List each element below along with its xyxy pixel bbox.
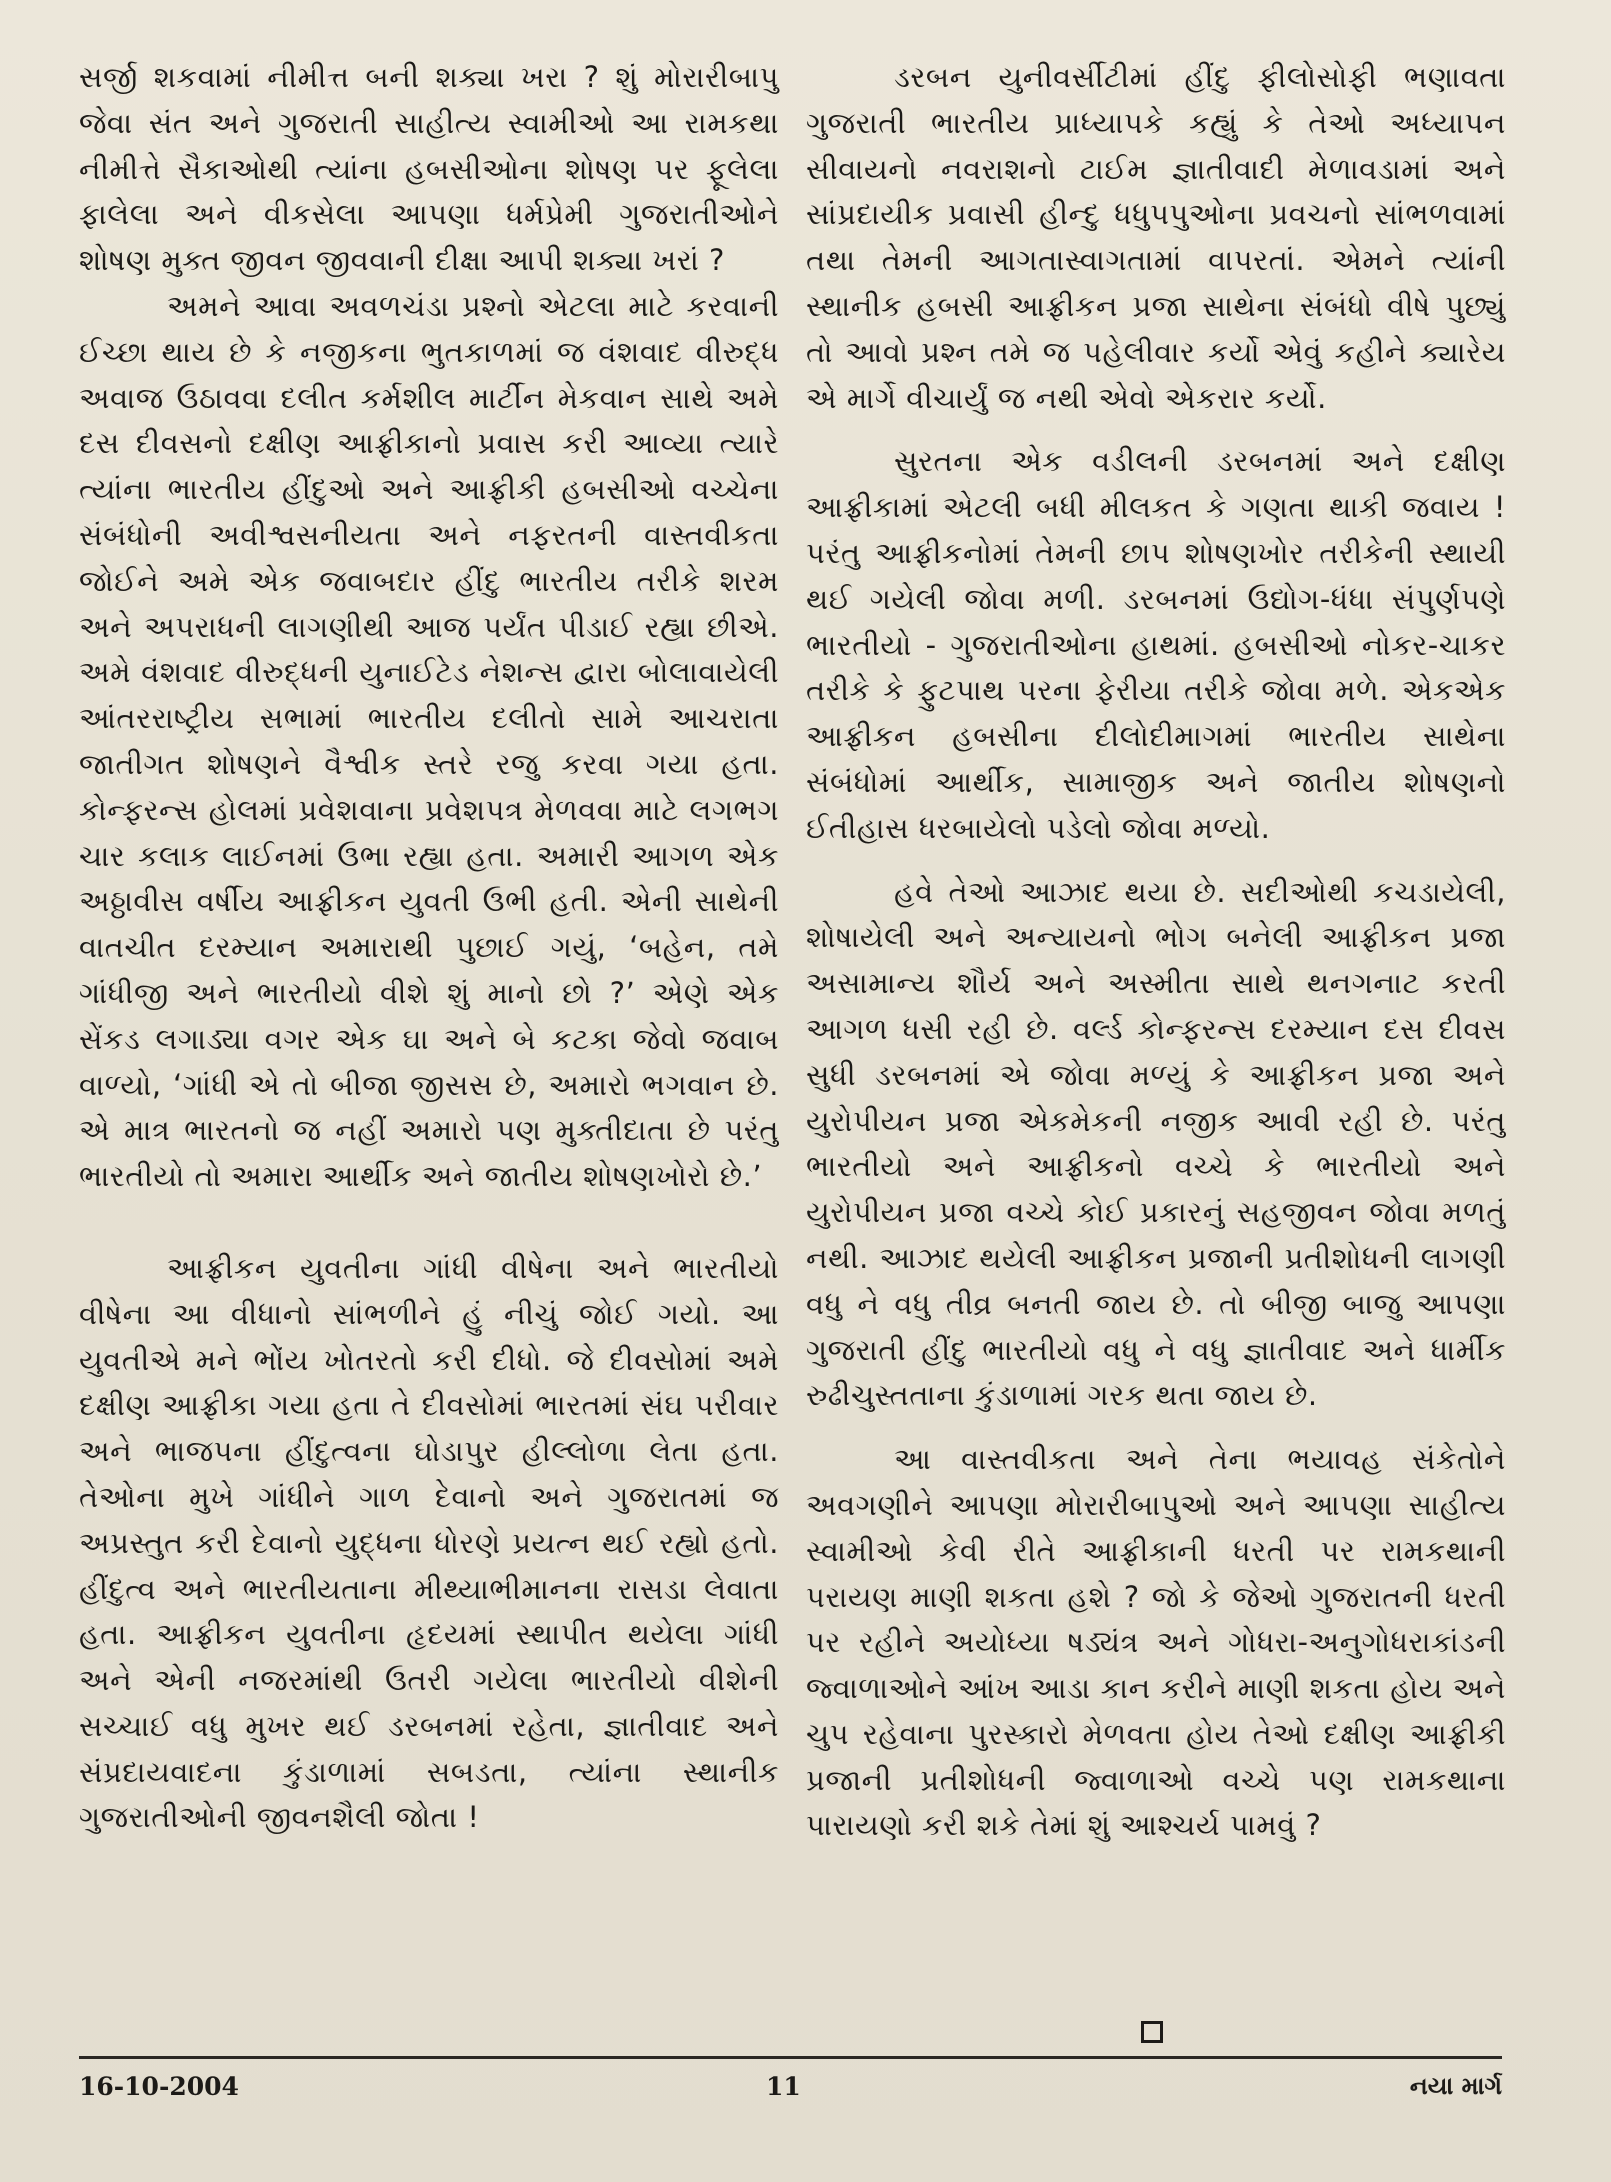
right-column — [806, 55, 1506, 1849]
publication-title: નયા માર્ગ — [1409, 2072, 1502, 2100]
left-column — [79, 55, 779, 1841]
right-paragraph-4: આ વાસ્તવીકતા અને તેના ભયાવહ સંકેતોને અવગણીને આપણા મોરારીબાપુઓ અને આપણા સાહીત્ય સ્વામીઓ કેવી રીતે આફ્રીકાની ધરતી પર રામકથાની પરાયણ માણી શકતા હશે ? જો કે જેઓ ગુજરાતની ધરતી પર રહીને અયોધ્યા ષડ્યંત્ર અને ગોધરા-અનુગોધરાકાંડની જ્વાળાઓને આંખ આડા કાન કરીને માણી શકતા હોય અને ચુપ રહેવાના પુરસ્કારો મેળવતા હોય તેઓ દક્ષીણ આફ્રીકી પ્રજાની પ્રતીશોધની જ્વાળાઓ વચ્ચે પણ રામકથાના પારાયણો કરી શકે તેમાં શું આશ્ચર્ય પામવું ? — [806, 1442, 1506, 1843]
right-paragraph-2: સુરતના એક વડીલની ડરબનમાં અને દક્ષીણ આફ્રીકામાં એટલી બધી મીલકત કે ગણતા થાકી જવાય ! પરંતુ આફ્રીકનોમાં તેમની છાપ શોષણખોર તરીકેની સ્થાયી થઈ ગયેલી જોવા મળી. ડરબનમાં ઉદ્યોગ-ધંધા સંપુર્ણપણે ભારતીયો - ગુજરાતીઓના હાથમાં. હબસીઓ નોકર-ચાકર તરીકે કે ફુટપાથ પરના ફેરીયા તરીકે જોવા મળે. એકએક આફ્રીકન હબસીના દીલોદીમાગમાં ભારતીય સાથેના સંબંધોમાં આર્થીક, સામાજીક અને જાતીય શોષણનો ઈતીહાસ ધરબાયેલો પડેલો જોવા મળ્યો. — [806, 444, 1506, 845]
left-paragraph-1: સર્જી શકવામાં નીમીત્ત બની શક્યા ખરા ? શું મોરારીબાપુ જેવા સંત અને ગુજરાતી સાહીત્ય સ્વામીઓ આ રામકથા નીમીત્તે સૈકાઓથી ત્યાંના હબસીઓના શોષણ પર ફૂલેલા ફાલેલા અને વીકસેલા આપણા ધર્મપ્રેમી ગુજરાતીઓને શોષણ મુક્ત જીવન જીવવાની દીક્ષા આપી શક્યા ખરાં ? — [79, 60, 779, 278]
end-mark-square-icon — [1141, 2021, 1163, 2043]
page-number: 11 — [766, 2072, 801, 2101]
left-paragraph-2: અમને આવા અવળચંડા પ્રશ્નો એટલા માટે કરવાની ઈચ્છા થાય છે કે નજીકના ભુતકાળમાં જ વંશવાદ વીરુદ્ધ અવાજ ઉઠાવવા દલીત કર્મશીલ માર્ટીન મેકવાન સાથે અમે દસ દીવસનો દક્ષીણ આફ્રીકાનો પ્રવાસ કરી આવ્યા ત્યારે ત્યાંના ભારતીય હીંદુઓ અને આફ્રીકી હબસીઓ વચ્ચેના સંબંધોની અવીશ્વસનીયતા અને નફરતની વાસ્તવીકતા જોઈને અમે એક જવાબદાર હીંદુ ભારતીય તરીકે શરમ અને અપરાધની લાગણીથી આજ પર્યંત પીડાઈ રહ્યા છીએ. અમે વંશવાદ વીરુદ્ધની યુનાઈટેડ નેશન્સ દ્વારા બોલાવાયેલી આંતરરાષ્ટ્રીય સભામાં ભારતીય દલીતો સામે આચરાતા જાતીગત શોષણને વૈશ્વીક સ્તરે રજુ કરવા ગયા હતા. કોન્ફરન્સ હોલમાં પ્રવેશવાના પ્રવેશપત્ર મેળવવા માટે લગભગ ચાર કલાક લાઈનમાં ઉભા રહ્યા હતા. અમારી આગળ એક અઠ્ઠાવીસ વર્ષીય આફ્રીકન યુવતી ઉભી હતી. એની સાથેની વાતચીત દરમ્યાન અમારાથી પુછાઈ ગયું, ‘બહેન, તમે ગાંધીજી અને ભારતીયો વીશે શું માનો છો ?’ એણે એક સેંકડ લગાડ્યા વગર એક ઘા અને બે કટકા જેવો જવાબ વાળ્યો, ‘ગાંધી એ તો બીજા જીસસ છે, અમારો ભગવાન છે. એ માત્ર ભારતનો જ નહીં અમારો પણ મુક્તીદાતા છે પરંતુ ભારતીયો તો અમારા આર્થીક અને જાતીય શોષણખોરો છે.’ — [79, 288, 779, 1194]
right-paragraph-3: હવે તેઓ આઝાદ થયા છે. સદીઓથી કચડાયેલી, શોષાયેલી અને અન્યાયનો ભોગ બનેલી આફ્રીકન પ્રજા અસામાન્ય શૌર્ય અને અસ્મીતા સાથે થનગનાટ કરતી આગળ ધસી રહી છે. વર્લ્ડ કોન્ફરન્સ દરમ્યાન દસ દીવસ સુધી ડરબનમાં એ જોવા મળ્યું કે આફ્રીકન પ્રજા અને યુરોપીયન પ્રજા એકમેકની નજીક આવી રહી છે. પરંતુ ભારતીયો અને આફ્રીકનો વચ્ચે કે ભારતીયો અને યુરોપીયન પ્રજા વચ્ચે કોઈ પ્રકારનું સહજીવન જોવા મળતું નથી. આઝાદ થયેલી આફ્રીકન પ્રજાની પ્રતીશોધની લાગણી વધુ ને વધુ તીવ્ર બનતી જાય છે. તો બીજી બાજુ આપણા ગુજરાતી હીંદુ ભારતીયો વધુ ને વધુ જ્ઞાતીવાદ અને ધાર્મીક રુઢીચુસ્તતાના કુંડાળામાં ગરક થતા જાય છે. — [806, 874, 1506, 1413]
issue-date: 16-10-2004 — [79, 2072, 239, 2101]
right-paragraph-1: ડરબન યુનીવર્સીટીમાં હીંદુ ફીલોસોફી ભણાવતા ગુજરાતી ભારતીય પ્રાધ્યાપકે કહ્યું કે તેઓ અધ્યાપન સીવાયનો નવરાશનો ટાઈમ જ્ઞાતીવાદી મેળાવડામાં અને સાંપ્રદાયીક પ્રવાસી હીન્દુ ધધુપપુઓના પ્રવચનો સાંભળવામાં તથા તેમની આગતાસ્વાગતામાં વાપરતાં. એમને ત્યાંની સ્થાનીક હબસી આફ્રીકન પ્રજા સાથેના સંબંધો વીષે પુછ્યું તો આવો પ્રશ્ન તમે જ પહેલીવાર કર્યો એવું કહીને ક્યારેય એ માર્ગે વીચાર્યું જ નથી એવો એકરાર કર્યો. — [806, 60, 1506, 415]
left-paragraph-3: આફ્રીકન યુવતીના ગાંધી વીષેના અને ભારતીયો વીષેના આ વીધાનો સાંભળીને હું નીચું જોઈ ગયો. આ યુવતીએ મને ભોંય ખોતરતો કરી દીધો. જે દીવસોમાં અમે દક્ષીણ આફ્રીકા ગયા હતા તે દીવસોમાં ભારતમાં સંઘ પરીવાર અને ભાજપના હીંદુત્વના ઘોડાપુર હીલ્લોળા લેતા હતા. તેઓના મુખે ગાંધીને ગાળ દેવાનો અને ગુજરાતમાં જ અપ્રસ્તુત કરી દેવાનો યુદ્ધના ધોરણે પ્રયત્ન થઈ રહ્યો હતો. હીંદુત્વ અને ભારતીયતાના મીથ્યાભીમાનના રાસડા લેવાતા હતા. આફ્રીકન યુવતીના હૃદયમાં સ્થાપીત થયેલા ગાંધી અને એની નજરમાંથી ઉતરી ગયેલા ભારતીયો વીશેની સચ્ચાઈ વધુ મુખર થઈ ડરબનમાં રહેતા, જ્ઞાતીવાદ અને સંપ્રદાયવાદના કુંડાળામાં સબડતા, ત્યાંના સ્થાનીક ગુજરાતીઓની જીવનશૈલી જોતા ! — [79, 1250, 779, 1835]
footer-divider — [79, 2056, 1502, 2059]
